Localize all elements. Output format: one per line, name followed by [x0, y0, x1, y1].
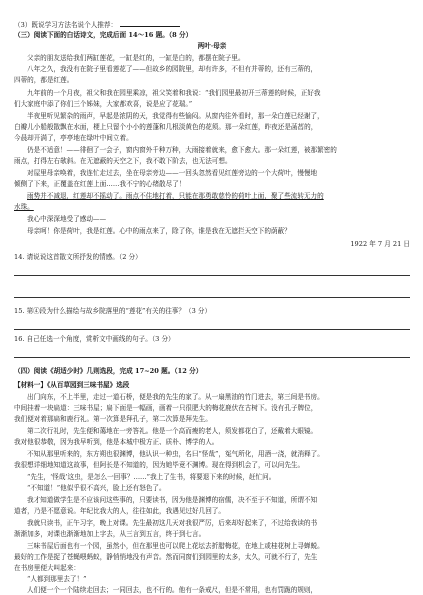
material-line: “先生，‘怪哉’这虫，是怎么一回事？……”我上了生书，将要退下来的时候，赶忙问。	[27, 473, 276, 481]
body-line: 对屋里母亲唤着，我连忙走过去，坐在母亲旁边——一回头忽然看见红莲旁边的一个大荷叶，慢慢地	[27, 169, 318, 177]
body-line: 们大家庭中添了你们三个姊妹，大家都欢喜，说是应了花瑞。”	[14, 100, 193, 108]
material-line: 我对他很恭敬，因为我早听到，他是本城中极方正、质朴、博学的人。	[14, 438, 219, 446]
underlined-sentence: 雨势并不减退，红莲却不摇动了。雨点不住地打着，只能在那勇敢慈怜的荷叶上面，聚了些流转无力的	[27, 192, 324, 200]
answer-line[interactable]	[14, 357, 410, 358]
material-line: 出门向东，不上半里，走过一道石桥，便是我的先生的家了。从一扇黑油的竹门进去，第三间是书房。	[27, 393, 324, 401]
material-line: 道者，乃是不愿意说。年纪比我大的人，往往如此，我遇见过好几回了。	[14, 507, 225, 515]
body-line: 今晨却开满了，亭亭地在绿叶中间立着。	[14, 134, 133, 142]
body-line: 九年前的一个月夜，祖父和我在园里乘凉，祖父笑着和我说：“我们园里最初开三蒂莲的时候，正好我	[27, 89, 321, 97]
answer-line[interactable]	[14, 329, 410, 330]
material-line: 我们便对着那扁和鹿行礼。第一次算是拜孔子，第二次算是拜先生。	[14, 415, 212, 423]
body-line: 父亲的朋友送给我们两缸莲花，一缸是红的，一缸是白的，都摆在院子里。	[27, 54, 245, 62]
body-line: 雨点，打得左右欹斜。在无遮蔽的天空之下，我不敢下阶去，也无法可想。	[14, 157, 232, 165]
material-line: 不知从那里听来的，东方朔也很渊博，他认识一种虫，名曰“怪哉”，冤气所化，用酒一浇，就消释了。	[27, 450, 324, 458]
body-line: 母亲呵！你是荷叶，我是红莲。心中的雨点来了，除了你，谁是我在无遮拦天空下的荫蔽？	[27, 227, 291, 235]
underlined-sentence: 水珠。	[14, 203, 34, 211]
material-line: 在书房里便大叫起来：	[14, 564, 80, 572]
answer-blank[interactable]	[120, 20, 180, 27]
question-15: 15. 第④段为什么描绘与故乡院落里的“莲花”有关的往事？（3 分）	[14, 307, 212, 315]
answer-line[interactable]	[14, 275, 410, 276]
material-line: 第二次行礼时，先生便和蔼地在一旁答礼。他是一个高而瘦的老人，须发都花白了，还戴着大眼镜。	[27, 427, 318, 435]
material-line: 最好的工作是捉了苍蝇喂蚂蚁，静悄悄地没有声音。然而同窗们到园里的太多，太久，可就不行了，先生	[14, 553, 318, 561]
material-line: 我很想详细地知道这故事，但阿长是不知道的，因为她毕竟不渊博。现在得到机会了，可以问先生。	[14, 461, 305, 469]
poem-date: 1922 年 7 月 21 日	[350, 240, 410, 248]
material-line: “人都到那里去了！”	[27, 575, 87, 583]
body-line: 白瓣儿小船般散飘在水面，梗上只留个小小的莲蓬和几根淡黄色的花须。那一朵红莲，昨夜还是菡萏的，	[14, 123, 318, 131]
body-line: 半夜里听见繁杂的雨声，早起是浓阴的天，我觉得有些愉闷。从窗内往外看时，那一朵白莲已经谢了，	[27, 112, 324, 120]
material-line: 人们便一个一个陆续走回去；一同回去，也不行的。他有一条戒尺，但是不常用，也有罚跪的规则，	[27, 586, 318, 594]
body-line: 八年之久，我没有在院子里看莲花了——但故乡的园院里，却有许多，不但有并蒂的，还有三蒂的，	[27, 65, 318, 73]
question-14: 14. 请说说这首散文所抒发的情感。（2 分）	[14, 253, 142, 261]
question-13-3	[14, 20, 410, 30]
material-line: 中间挂着一块扁道：三味书屋；扁下面是一幅画，画着一只很肥大的梅花鹿伏在古树下。没有孔子牌位，	[14, 404, 318, 412]
question-13-3-text: （3）既说学习方法名说个人推荐：	[14, 21, 118, 29]
question-16: 16. 自己任选一个角度，赏析文中画线的句子。（3 分）	[14, 335, 175, 343]
answer-line[interactable]	[14, 297, 410, 298]
poem-title: 两叶·母亲	[197, 42, 227, 50]
body-line: 四蒂的，都是红莲。	[14, 76, 74, 84]
body-line: 我心中深深地受了感动——	[27, 215, 107, 223]
material-line: 渐渐加多，对课也渐渐地加上字去，从三言到五言，终于到七言。	[14, 530, 206, 538]
material-1-title: 【材料一】《从百草园到三味书屋》选段	[14, 381, 130, 389]
material-line: “不知道！”他似乎很不高兴，脸上还有怒色了。	[27, 484, 166, 492]
body-line: 仍是不适意！——徘徊了一会子，窗内窗外千种万种，大雨接着就来，愈下愈大。那一朵红莲，被那繁密的	[27, 146, 337, 154]
section-4-header: （四）阅读《胡适少时》几则选段，完成 17~20 题。（12 分）	[14, 367, 203, 375]
material-line: 三味书屋后面也有一个园，虽然小，但在那里也可以爬上花坛去折腊梅花，在地上或桂花树上寻蝉蜕。	[27, 542, 324, 550]
section-3-header: （三）阅读下面的白话诗文，完成后面 14～16 题。（8 分）	[14, 31, 193, 39]
body-line: 倾侧了下来，正覆盖在红莲上面……我不宁的心绪散尽了！	[14, 180, 186, 188]
material-line: 我就只读书，正午习字，晚上对课。先生最初这几天对我很严厉，后来却好起来了，不过给我读的书	[27, 519, 318, 527]
material-line: 我才知道做学生是不应该问这些事的，只要读书，因为他是渊博的宿儒，决不至于不知道，所谓不知	[27, 496, 318, 504]
